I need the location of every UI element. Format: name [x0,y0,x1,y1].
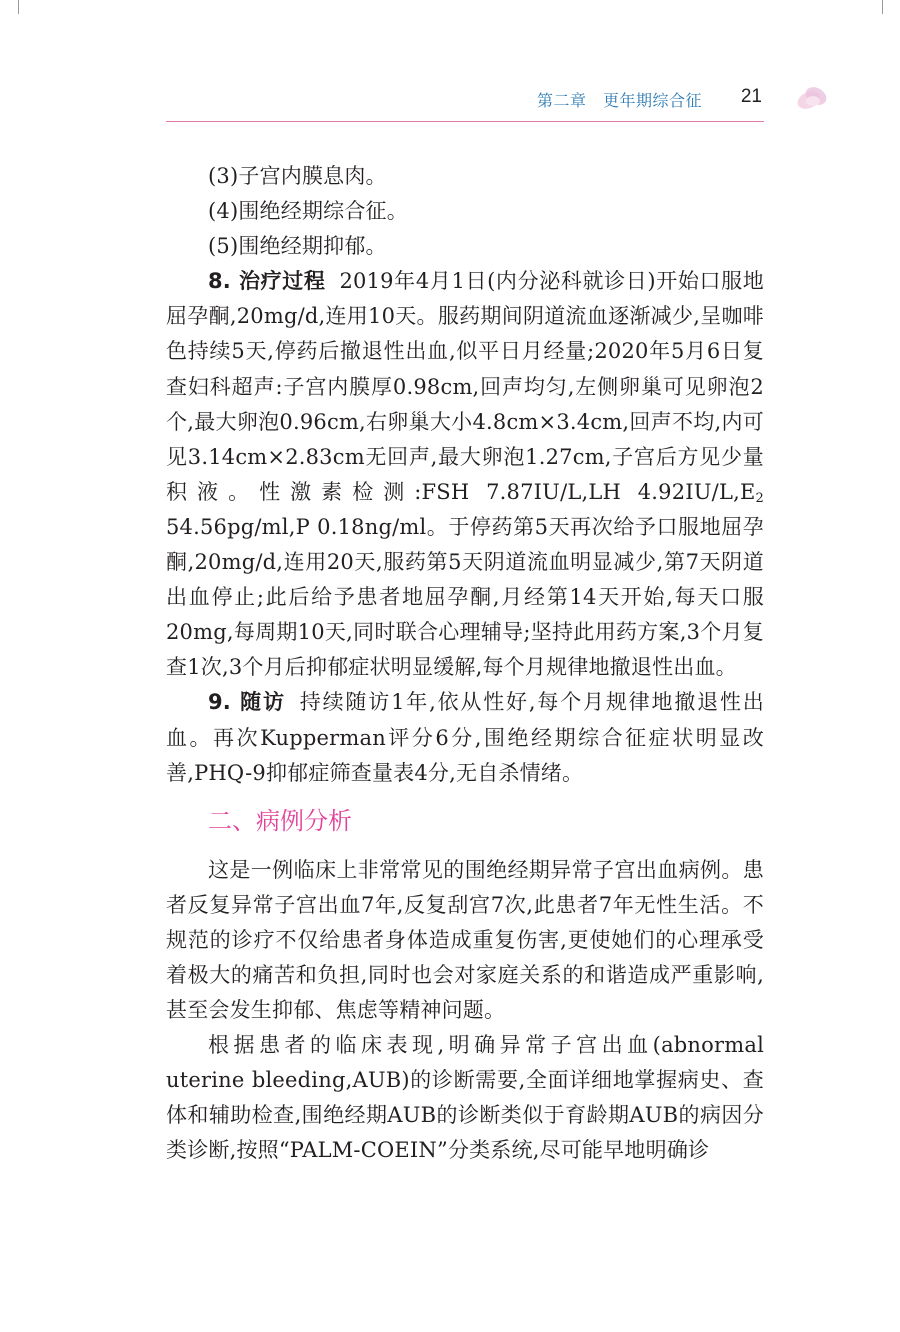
analysis-paragraph-1: 这是一例临床上非常常见的围绝经期异常子宫出血病例。患者反复异常子宫出血7年,反复刮宫7次,此患者7年无性生活。不规范的诊疗不仅给患者身体造成重复伤害,更使她们的心理承受着极大的痛苦和负担,同时也会对家庭关系的和谐造成严重影响,甚至会发生抑郁、焦虑等精神问题。 [166,857,764,1023]
followup-text: 持续随访1年,依从性好,每个月规律地撤退性出血。再次Kupperman评分6分,围绝经期综合征症状明显改善,PHQ-9抑郁症筛查量表4分,无自杀情绪。 [166,690,764,785]
section-heading-case-analysis: 二、病例分析 [208,806,352,835]
e2-subscript: 2 [755,490,764,506]
treatment-text-b: 54.56pg/ml,P 0.18ng/ml。于停药第5天再次给予口服地屈孕酮,20mg/d,连用20天,服药第5天阴道流血明显减少,第7天阴道出血停止;此后给予患者地屈孕酮,月经第14天开始,每天口服20mg,每周期10天,同时联合心理辅导;坚持此用药方案,3个月复查1次,3个月后抑郁症状明显缓解,每个月规律地撤退性出血。 [166,514,764,680]
treatment-text-a: 2019年4月1日(内分泌科就诊日)开始口服地屈孕酮,20mg/d,连用10天。服药期间阴道流血逐渐减少,呈咖啡色持续5天,停药后撤退性出血,似平日月经量;2020年5月6日复查妇科超声:子宫内膜厚0.98cm,回声均匀,左侧卵巢可见卵泡2个,最大卵泡0.96cm,右卵巢大小4.8cm×3.4cm,回声不均,内可见3.14cm×2.83cm无回声,最大卵泡1.27cm,子宫后方见少量积液。性激素检测:FSH 7.87IU/L,LH 4.92IU/L,E [166,269,764,504]
diagnosis-item-3: (3)子宫内膜息肉。 [208,164,387,188]
treatment-heading: 8. 治疗过程 [208,269,326,294]
page-number: 21 [740,86,762,107]
diagnosis-item-5: (5)围绝经期抑郁。 [208,234,387,259]
followup-paragraph [166,685,764,790]
treatment-paragraph [166,264,764,685]
page-body [166,159,764,1169]
header-rule [166,121,764,122]
flower-petal-icon [796,82,830,116]
chapter-title: 第二章 更年期综合征 [536,91,702,110]
followup-heading: 9. 随访 [208,690,286,715]
analysis-paragraph-2: 根据患者的临床表现,明确异常子宫出血(abnormal uterine bleeding,AUB)的诊断需要,全面详细地掌握病史、查体和辅助检查,围绝经期AUB的诊断类似于育龄期AUB的病因分类诊断,按照“PALM-COEIN”分类系统,尽可能早地明确诊 [166,1033,764,1163]
running-header [166,86,764,122]
diagnosis-item-4: (4)围绝经期综合征。 [208,199,408,224]
crop-mark-right [882,0,883,14]
crop-mark-left [18,0,19,14]
